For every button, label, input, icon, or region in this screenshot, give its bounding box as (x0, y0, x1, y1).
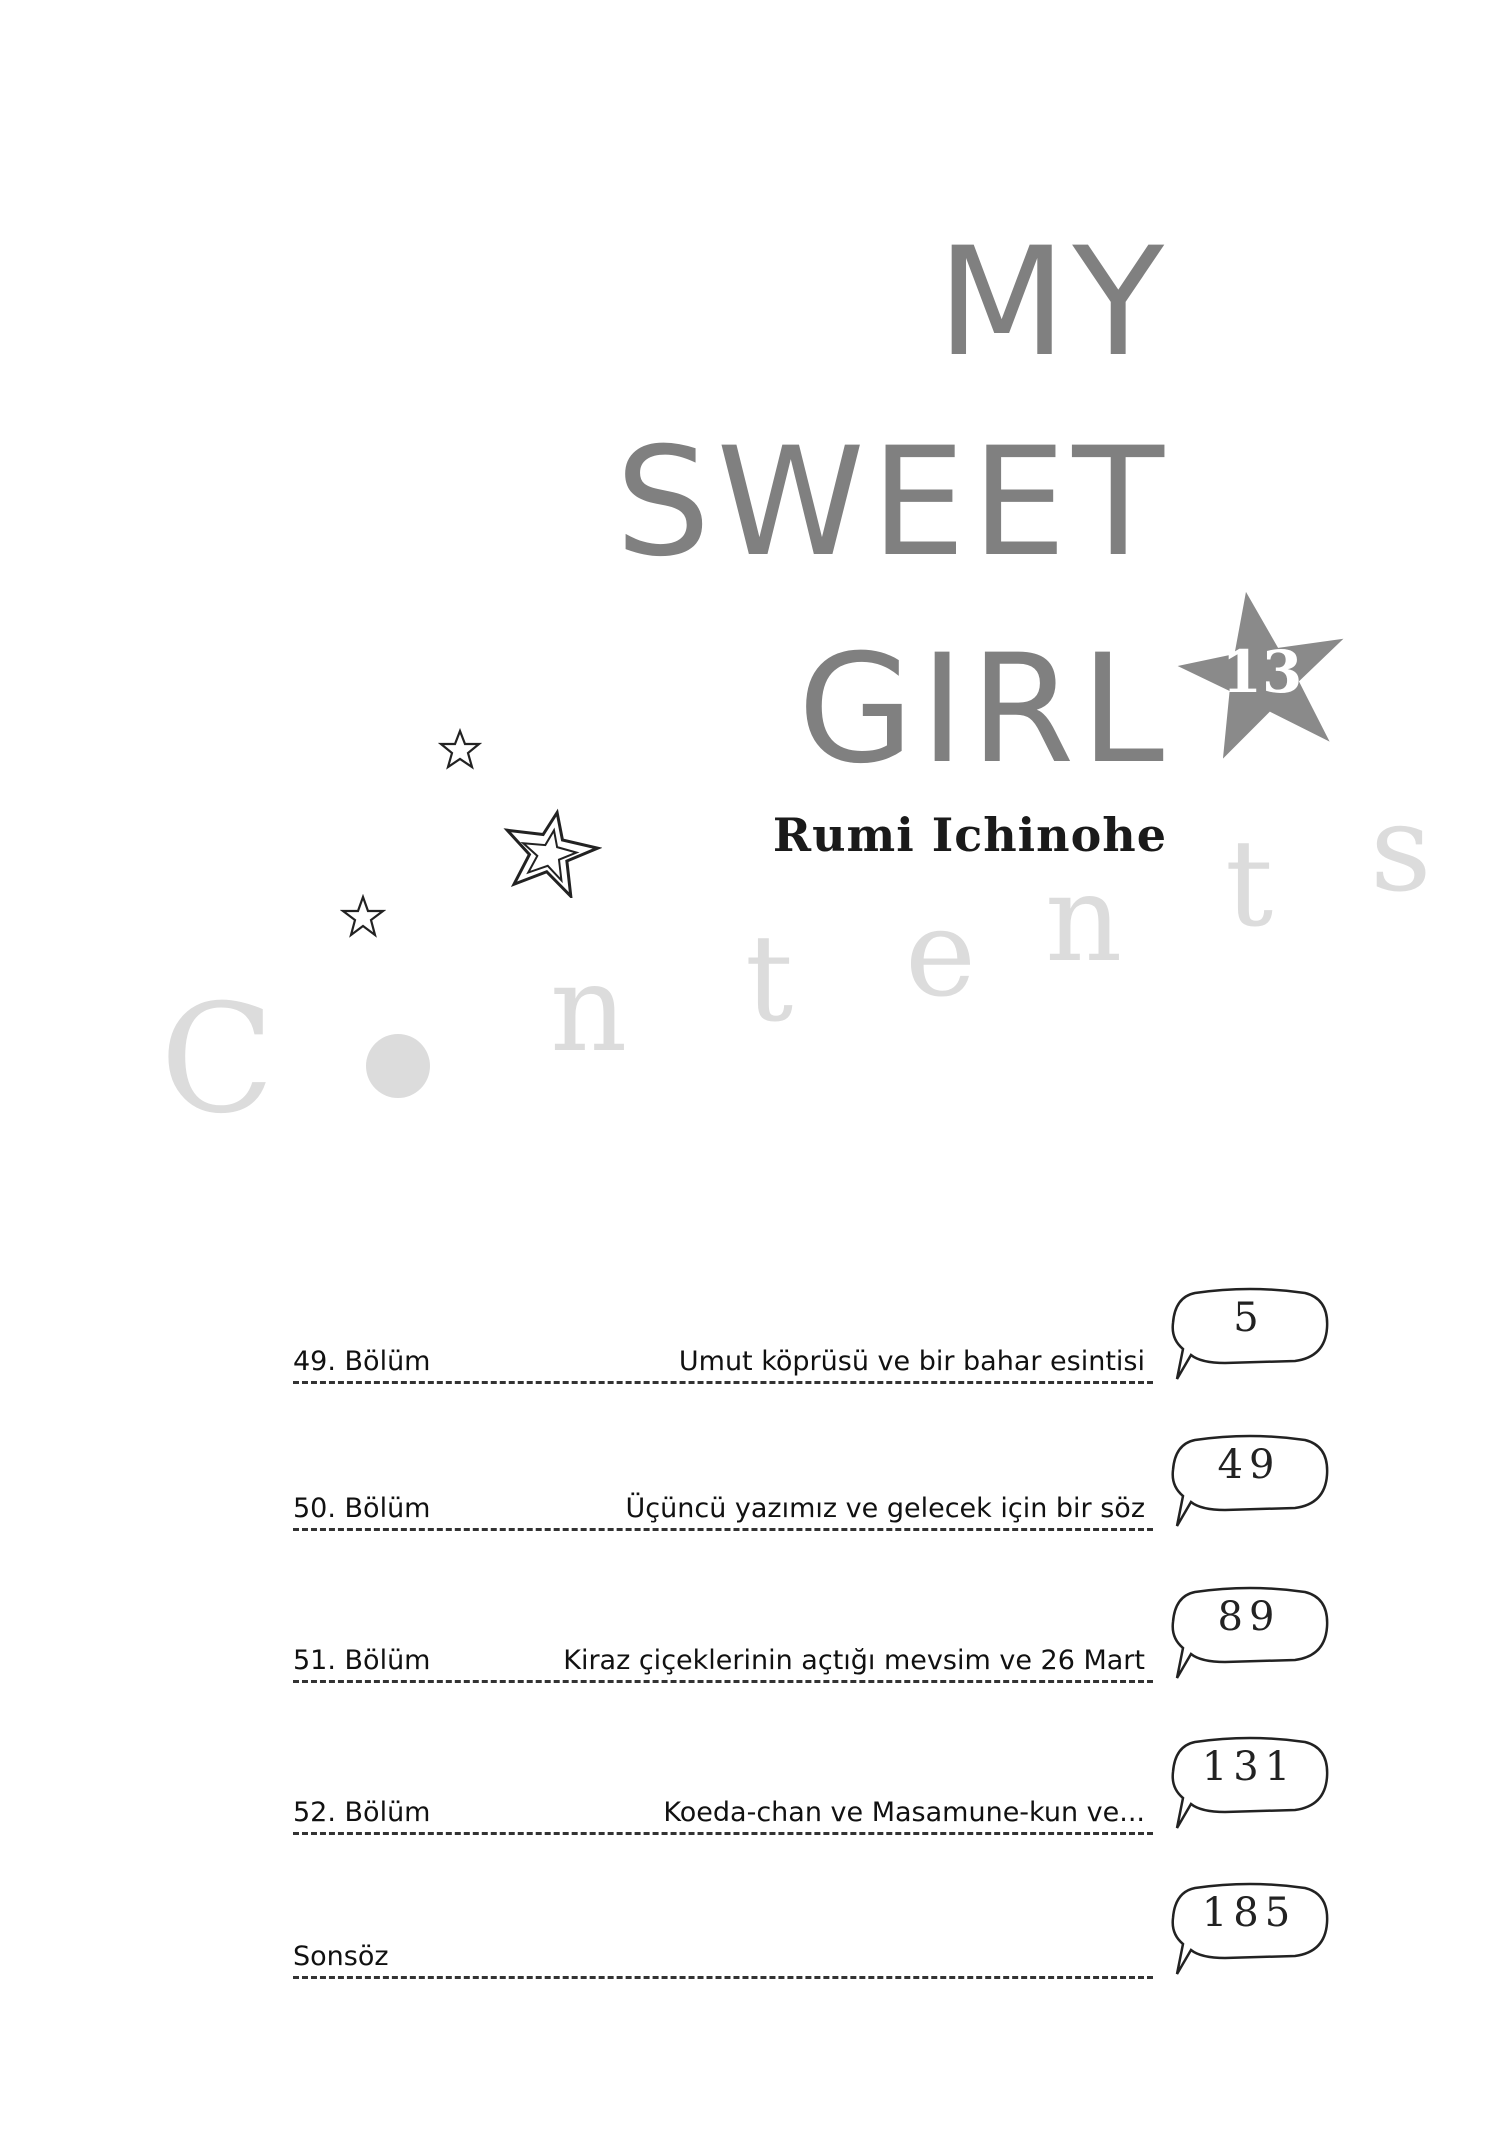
toc-row[interactable] (293, 1622, 1153, 1683)
chapter-number: 51. Bölüm (293, 1645, 431, 1676)
star-badge-icon (1170, 582, 1360, 772)
page-number: 185 (1201, 1890, 1297, 1936)
contents-letter-c: C (160, 973, 275, 1147)
page-number: 131 (1201, 1744, 1297, 1790)
contents-letter-s: s (1370, 780, 1432, 919)
contents-letter-n2: n (1045, 850, 1123, 989)
title-line-1: MY (936, 216, 1170, 390)
outline-star-icon (498, 808, 602, 898)
chapter-number: Sonsöz (293, 1941, 389, 1972)
title-line-3: GIRL (797, 623, 1170, 797)
page-number-bubble (1165, 1430, 1335, 1540)
title-line-2: SWEET (615, 416, 1170, 590)
contents-letter-n: n (550, 940, 628, 1079)
chapter-title: Koeda-chan ve Masamune-kun ve... (663, 1797, 1145, 1828)
page-number-bubble (1165, 1582, 1335, 1692)
contents-letter-t2: t (1225, 815, 1274, 954)
chapter-number: 52. Bölüm (293, 1797, 431, 1828)
toc-row[interactable] (293, 1470, 1153, 1531)
chapter-number: 49. Bölüm (293, 1346, 431, 1377)
outline-star-icon (340, 894, 386, 940)
toc-row[interactable] (293, 1918, 1153, 1979)
toc-row[interactable] (293, 1774, 1153, 1835)
author-name: Rumi Ichinohe (772, 808, 1167, 862)
contents-letter-o (362, 1030, 434, 1102)
page-number: 49 (1217, 1442, 1281, 1488)
chapter-title: Üçüncü yazımız ve gelecek için bir söz (625, 1493, 1145, 1524)
page-number-bubble (1165, 1283, 1335, 1393)
contents-letter-t: t (745, 910, 794, 1049)
page-number-bubble (1165, 1878, 1335, 1988)
page-number: 89 (1217, 1594, 1281, 1640)
page-number: 5 (1233, 1295, 1265, 1341)
chapter-title: Umut köprüsü ve bir bahar esintisi (678, 1346, 1145, 1377)
volume-number: 13 (1221, 638, 1303, 706)
chapter-title: Kiraz çiçeklerinin açtığı mevsim ve 26 Mart (563, 1645, 1145, 1676)
chapter-number: 50. Bölüm (293, 1493, 431, 1524)
contents-letter-e: e (905, 885, 977, 1024)
outline-star-icon (438, 728, 482, 772)
page-number-bubble (1165, 1732, 1335, 1842)
volume-star-badge (1170, 582, 1360, 772)
toc-row[interactable] (293, 1323, 1153, 1384)
